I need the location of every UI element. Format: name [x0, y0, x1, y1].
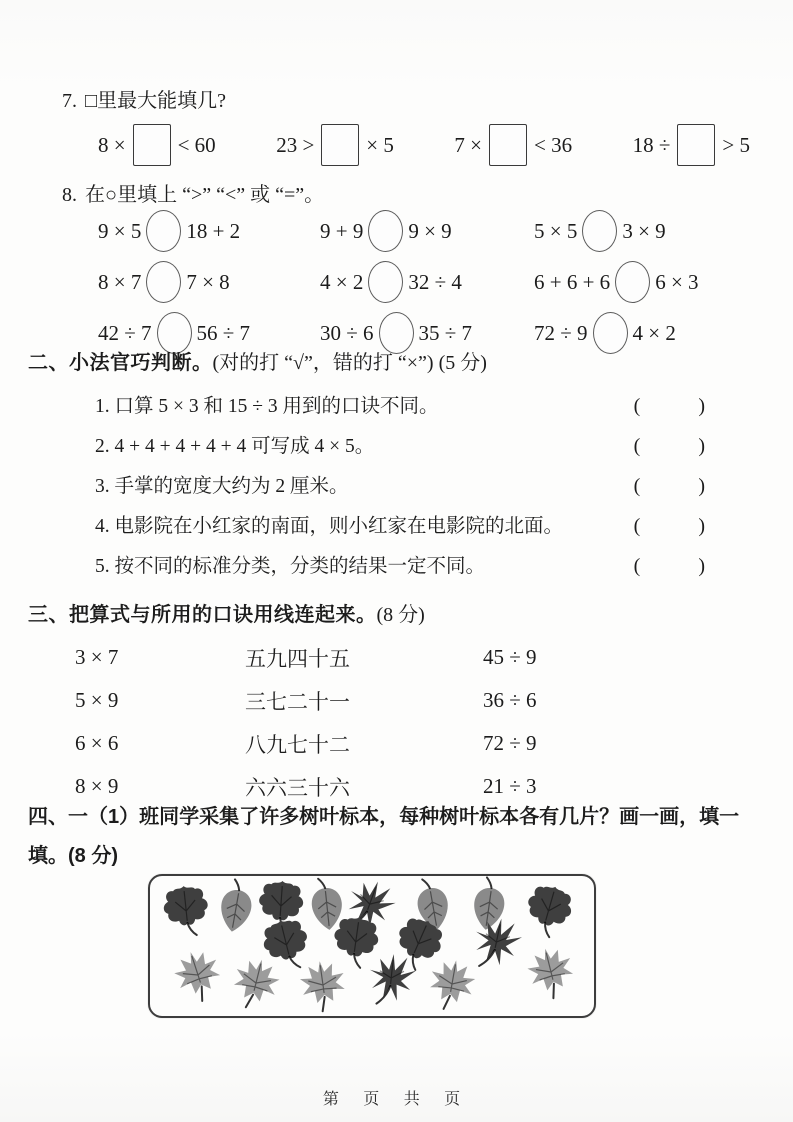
comparison-circle: [582, 210, 617, 252]
equation-right: × 5: [366, 132, 394, 157]
question-8-grid: [98, 210, 750, 354]
equation-item: [98, 124, 216, 166]
expression: 8 × 9: [75, 774, 119, 798]
mnemonic: 八九七十二: [245, 732, 350, 757]
comparison-cell: 8 × 7 7 × 8: [98, 261, 320, 303]
comparison-circle: [146, 261, 181, 303]
leaf-tulip-icon: [259, 915, 314, 974]
comparison-cell: 30 ÷ 6 35 ÷ 7: [320, 312, 534, 354]
equation-right: > 5: [722, 132, 750, 157]
comparison-circle: [368, 210, 403, 252]
comparison-cell: 4 × 2 32 ÷ 4: [320, 261, 534, 303]
expression: 5 × 9: [75, 688, 119, 712]
comparison-cell: 9 + 9 9 × 9: [320, 210, 534, 252]
quotient-expression: 72 ÷ 9: [483, 731, 537, 755]
leaf-spiky-icon: [367, 952, 418, 1008]
question-text: 在○里填上 “>” “<” 或 “=”。: [85, 184, 325, 206]
quotient-expression: 36 ÷ 6: [483, 688, 537, 712]
answer-bracket: ( ): [633, 555, 707, 577]
mnemonic: 六六三十六: [245, 775, 350, 800]
question-number: 8.: [62, 184, 77, 206]
equation-left: 18 ÷: [632, 132, 671, 157]
leaf-serrated-icon: [471, 876, 508, 932]
question-text: □里最大能填几?: [85, 90, 226, 112]
expression: 6 × 6: [75, 731, 119, 755]
judge-item: 3. 手掌的宽度大约为 2 厘米。 ( ): [95, 475, 707, 497]
leaf-specimen-box: [148, 874, 596, 1018]
section-2-heading: 二、小法官巧判断。(对的打 “√”，错的打 “×”) (5 分): [28, 352, 487, 374]
comparison-circle: [368, 261, 403, 303]
section-4-text: 一（1）班同学采集了许多树叶标本，每种树叶标本各有几片？画一画，填一填。(8 分): [28, 806, 740, 867]
leaf-maple-icon: [524, 943, 579, 1002]
leaf-maple-icon: [426, 957, 478, 1014]
equation-left: 23 >: [276, 132, 315, 157]
comparison-cell: 5 × 5 3 × 9: [534, 210, 750, 252]
equation-item: [454, 124, 572, 166]
comparison-cell: 72 ÷ 9 4 × 2: [534, 312, 750, 354]
answer-bracket: ( ): [633, 475, 707, 497]
comparison-cell: 6 + 6 + 6 6 × 3: [534, 261, 750, 303]
question-number: 7.: [62, 90, 77, 112]
question-8-prompt: [62, 180, 324, 210]
comparison-circle: [146, 210, 181, 252]
section-3-heading: 三、把算式与所用的口诀用线连起来。(8 分): [28, 604, 425, 626]
leaf-tulip-icon: [520, 881, 576, 941]
answer-bracket: ( ): [633, 435, 707, 457]
comparison-circle: [615, 261, 650, 303]
answer-box: [133, 124, 171, 166]
equation-item: [633, 124, 750, 166]
leaf-maple-icon: [228, 954, 283, 1013]
leaf-field: [150, 876, 594, 1016]
answer-bracket: ( ): [633, 515, 707, 537]
section-4-heading: 四、一（1）班同学采集了许多树叶标本，每种树叶标本各有几片？画一画，填一填。(8 分): [28, 806, 740, 867]
equation-left: 7 ×: [454, 132, 482, 157]
leaf-tulip-icon: [162, 884, 211, 938]
mnemonic: 五九四十五: [245, 646, 350, 671]
judge-item: 2. 4 + 4 + 4 + 4 + 4 可写成 4 × 5。 ( ): [95, 435, 707, 457]
comparison-circle: [593, 312, 628, 354]
leaf-serrated-icon: [217, 878, 256, 934]
leaf-tulip-icon: [330, 914, 381, 970]
judge-item: 4. 电影院在小红家的南面，则小红家在电影院的北面。 ( ): [95, 515, 707, 537]
matching-grid: [75, 636, 537, 808]
equation-item: [276, 124, 394, 166]
comparison-cell: 42 ÷ 7 56 ÷ 7: [98, 312, 320, 354]
judge-list: [95, 390, 707, 590]
leaf-maple-icon: [170, 945, 227, 1006]
quotient-expression: 45 ÷ 9: [483, 645, 537, 669]
equation-left: 8 ×: [98, 132, 126, 157]
page-footer: 第 页 共 页: [322, 1091, 471, 1108]
answer-bracket: ( ): [633, 395, 707, 417]
answer-box: [677, 124, 715, 166]
judge-item: 5. 按不同的标准分类，分类的结果一定不同。 ( ): [95, 555, 707, 577]
comparison-cell: 9 × 5 18 + 2: [98, 210, 320, 252]
expression: 3 × 7: [75, 645, 119, 669]
question-7-equations: [98, 124, 750, 166]
answer-box: [321, 124, 359, 166]
judge-item: 1. 口算 5 × 3 和 15 ÷ 3 用到的口诀不同。 ( ): [95, 395, 707, 417]
mnemonic: 三七二十一: [245, 689, 350, 714]
leaf-serrated-icon: [309, 877, 344, 932]
leaf-maple-icon: [298, 958, 349, 1014]
answer-box: [489, 124, 527, 166]
leaf-spiky-icon: [469, 914, 525, 973]
equation-right: < 36: [534, 132, 573, 157]
quotient-expression: 21 ÷ 3: [483, 774, 537, 798]
equation-right: < 60: [177, 132, 216, 157]
question-7-prompt: [62, 86, 226, 116]
